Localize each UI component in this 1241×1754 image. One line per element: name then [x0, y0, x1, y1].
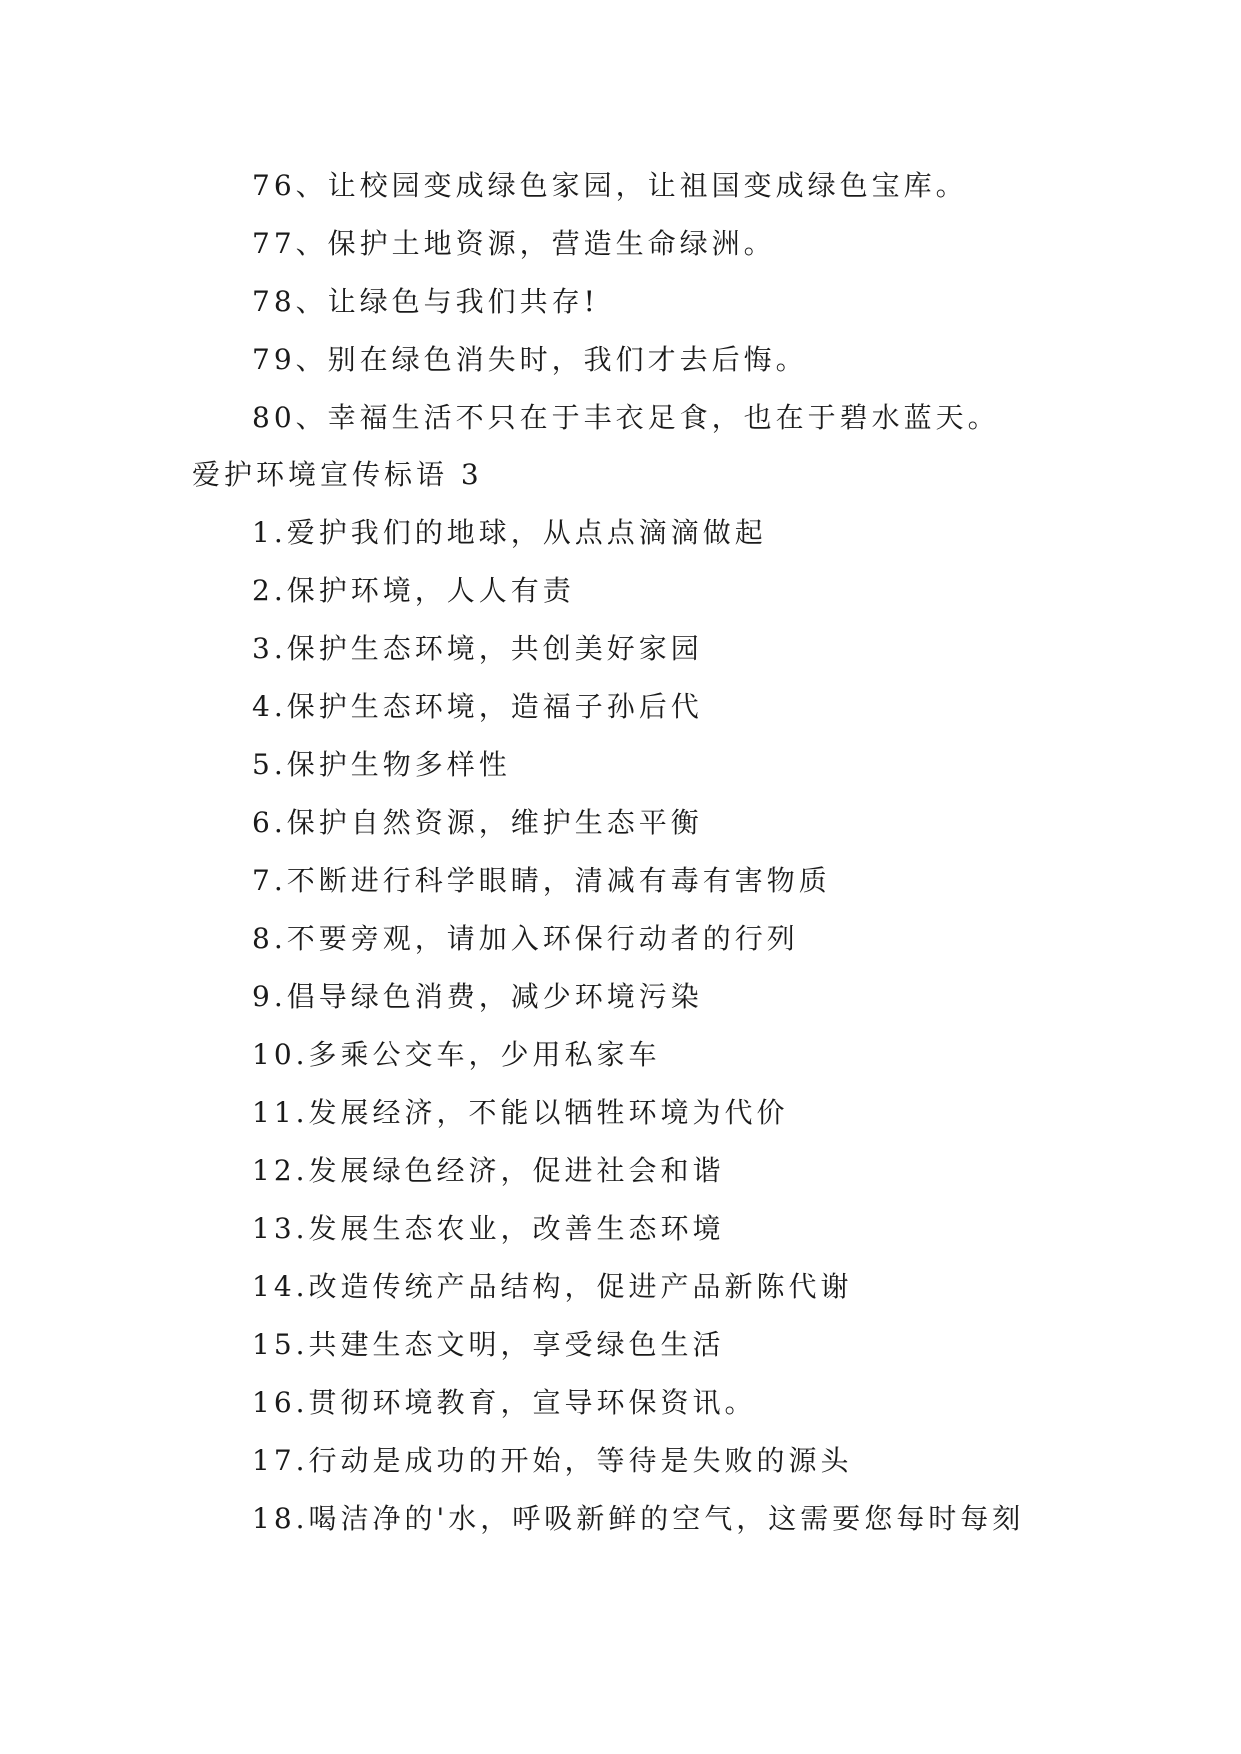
slogan-78: 78、让绿色与我们共存!	[252, 285, 599, 318]
slogan-76: 76、让校园变成绿色家园，让祖国变成绿色宝库。	[252, 169, 968, 202]
slogan-10: 10.多乘公交车，少用私家车	[252, 1038, 661, 1071]
slogan-16: 16.贯彻环境教育，宣导环保资讯。	[252, 1386, 757, 1419]
slogan-5: 5.保护生物多样性	[252, 748, 511, 781]
slogan-12: 12.发展绿色经济，促进社会和谐	[252, 1154, 725, 1187]
slogan-80: 80、幸福生活不只在于丰衣足食，也在于碧水蓝天。	[252, 401, 1000, 434]
slogan-8: 8.不要旁观，请加入环保行动者的行列	[252, 922, 799, 955]
slogan-79: 79、别在绿色消失时，我们才去后悔。	[252, 343, 808, 376]
slogan-17: 17.行动是成功的开始，等待是失败的源头	[252, 1444, 853, 1477]
slogan-77: 77、保护土地资源，营造生命绿洲。	[252, 227, 776, 260]
section-heading: 爱护环境宣传标语 3	[192, 458, 483, 491]
slogan-15: 15.共建生态文明，享受绿色生活	[252, 1328, 725, 1361]
slogan-13: 13.发展生态农业，改善生态环境	[252, 1212, 725, 1245]
slogan-2: 2.保护环境，人人有责	[252, 574, 575, 607]
slogan-6: 6.保护自然资源，维护生态平衡	[252, 806, 703, 839]
slogan-7: 7.不断进行科学眼睛，清减有毒有害物质	[252, 864, 831, 897]
slogan-11: 11.发展经济，不能以牺牲环境为代价	[252, 1096, 789, 1129]
slogan-3: 3.保护生态环境，共创美好家园	[252, 632, 703, 665]
slogan-1: 1.爱护我们的地球，从点点滴滴做起	[252, 516, 767, 549]
slogan-4: 4.保护生态环境，造福子孙后代	[252, 690, 703, 723]
slogan-18: 18.喝洁净的'水，呼吸新鲜的空气，这需要您每时每刻	[252, 1502, 1025, 1535]
slogan-9: 9.倡导绿色消费，减少环境污染	[252, 980, 703, 1013]
slogan-14: 14.改造传统产品结构，促进产品新陈代谢	[252, 1270, 853, 1303]
